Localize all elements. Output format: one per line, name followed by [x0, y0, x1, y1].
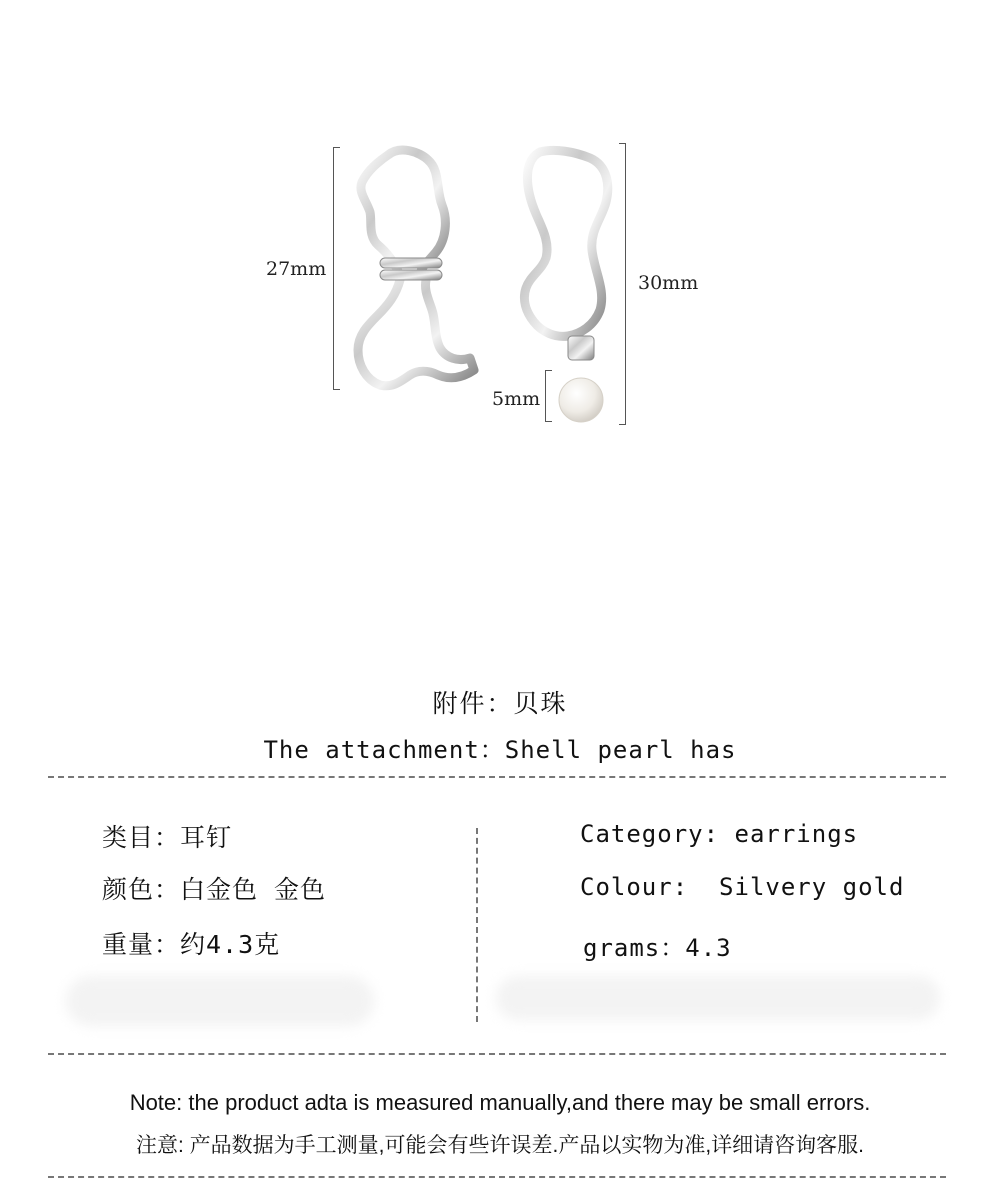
- divider-middle: [48, 1053, 946, 1055]
- attachment-cn: 附件：贝珠: [432, 689, 568, 718]
- note-en: Note: the product adta is measured manually,and there may be small errors.: [129, 1090, 871, 1115]
- note-cn: 注意: 产品数据为手工测量,可能会有些许误差.产品以实物为准,详细请咨询客服.: [135, 1134, 864, 1157]
- spec-colour-cn: 颜色：白金色 金色: [102, 875, 327, 904]
- attachment-en: The attachment：Shell pearl has: [263, 736, 737, 764]
- spec-colour-en: Colour: Silvery gold: [580, 873, 905, 901]
- left-shadow-decoration: [66, 976, 374, 1026]
- right-shadow-decoration: [496, 976, 940, 1020]
- left-dimension-label: 27mm: [266, 258, 327, 280]
- spec-category-cn: 类目：耳钉: [102, 823, 233, 852]
- spec-category-en: Category: earrings: [580, 820, 859, 848]
- pearl: [559, 378, 603, 422]
- spec-weight-cn: 重量：约4.3克: [102, 930, 281, 959]
- pearl-dimension-label: 5mm: [492, 388, 541, 410]
- right-earring: [524, 150, 607, 336]
- divider-bottom: [48, 1176, 946, 1178]
- divider-top: [48, 776, 946, 778]
- right-earring-cap: [568, 336, 594, 360]
- right-dimension-label: 30mm: [638, 272, 699, 294]
- spec-divider-vertical: [476, 828, 478, 1022]
- left-earring-knot: [380, 258, 442, 280]
- spec-weight-en: grams：4.3: [583, 934, 732, 962]
